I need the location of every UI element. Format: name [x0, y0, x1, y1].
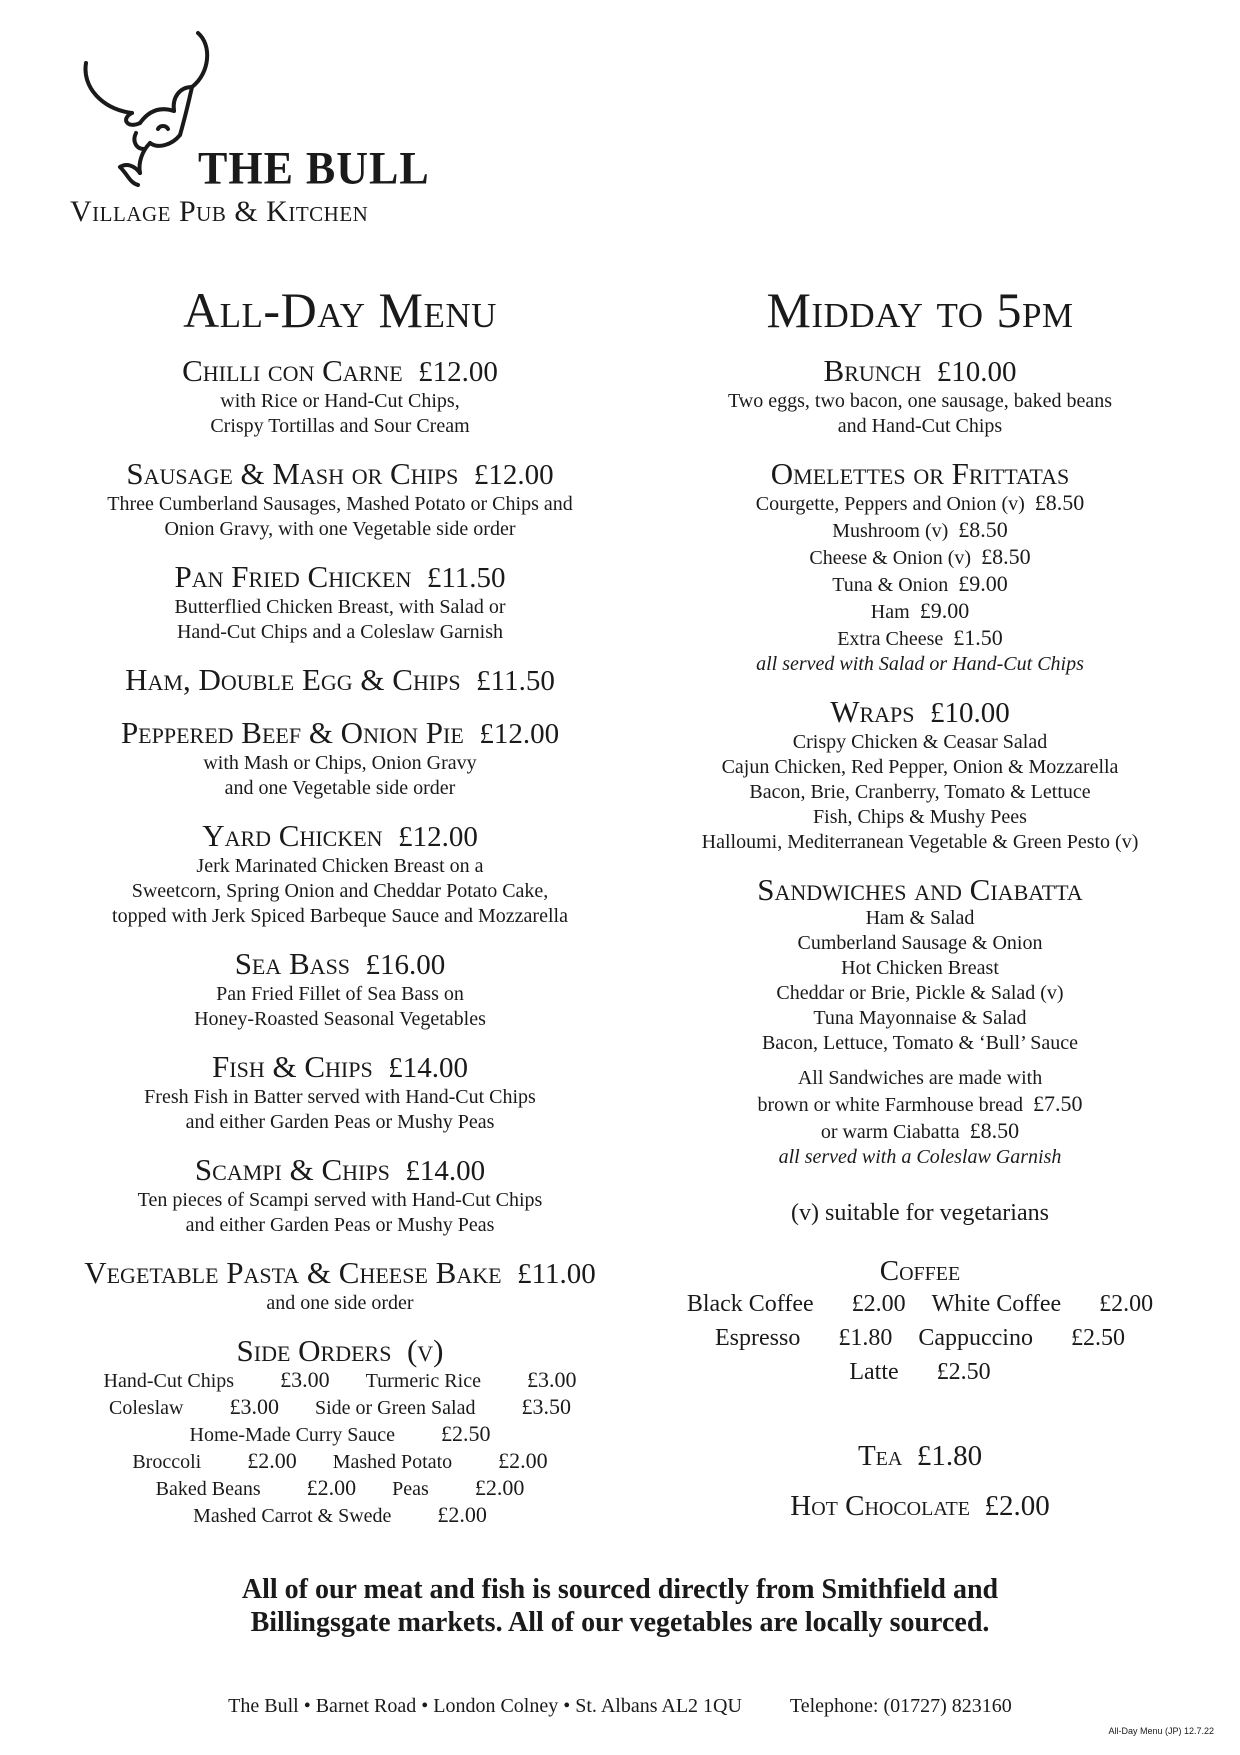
coffee-item — [687, 1291, 906, 1317]
option-price: £8.50 — [981, 544, 1031, 569]
logo-name: THE BULL — [198, 142, 430, 195]
coffee-row — [640, 1287, 1200, 1321]
coffee-price: £2.00 — [851, 1291, 906, 1317]
item-price: £14.00 — [405, 1155, 486, 1187]
sandwich-note: all served with a Coleslaw Garnish — [778, 1146, 1062, 1168]
item-name: Yard Chicken — [202, 818, 383, 853]
item-desc: and one side order — [266, 1292, 414, 1314]
item-desc: and either Garden Peas or Mushy Peas — [185, 1214, 495, 1236]
address: The Bull • Barnet Road • London Colney • St. Albans AL2 1QU — [228, 1695, 742, 1717]
side-price: £2.00 — [306, 1475, 357, 1500]
side-item — [155, 1475, 357, 1500]
item-price: £11.50 — [426, 562, 506, 594]
item-desc: and Hand-Cut Chips — [837, 415, 1003, 437]
coffee-item — [918, 1325, 1125, 1351]
sandwich-option: Cumberland Sausage & Onion — [797, 932, 1043, 954]
menu-item — [50, 1153, 630, 1238]
sandwich-option: Tuna Mayonnaise & Salad — [813, 1007, 1027, 1029]
coffee-name: Espresso — [715, 1325, 801, 1351]
option-price: £9.00 — [958, 571, 1008, 596]
item-name: Scampi & Chips — [194, 1152, 390, 1187]
side-item — [392, 1475, 525, 1500]
side-orders-list — [50, 1367, 630, 1529]
option-name: Ham — [870, 601, 910, 623]
item-title — [50, 819, 630, 854]
wrap-option: Bacon, Brie, Cranberry, Tomato & Lettuce — [749, 781, 1091, 803]
side-name: Turmeric Rice — [365, 1370, 481, 1392]
side-name: Mashed Potato — [332, 1451, 453, 1473]
sandwich-bread-price: brown or white Farmhouse bread £7.50 — [757, 1091, 1083, 1116]
omelette-option — [640, 571, 1200, 598]
item-desc: with Mash or Chips, Onion Gravy — [203, 752, 477, 774]
coffee-item — [849, 1359, 990, 1385]
side-price: £3.00 — [229, 1394, 279, 1419]
side-price: £3.00 — [526, 1367, 577, 1392]
item-title — [50, 716, 630, 751]
menu-item — [50, 716, 630, 801]
address-line — [0, 1695, 1240, 1718]
item-desc: Two eggs, two bacon, one sausage, baked beans — [727, 390, 1113, 412]
item-title: Sandwiches and Ciabatta — [757, 872, 1083, 907]
all-day-items — [50, 354, 630, 1316]
item-price: £11.50 — [476, 665, 555, 697]
hot-chocolate-item: Hot Chocolate £2.00 — [790, 1490, 1050, 1522]
side-row — [50, 1421, 630, 1448]
side-orders — [50, 1334, 630, 1529]
item-title — [50, 457, 630, 492]
side-item — [193, 1502, 487, 1527]
menu-item — [50, 819, 630, 929]
item-desc: Honey-Roasted Seasonal Vegetables — [194, 1008, 486, 1030]
side-row — [50, 1475, 630, 1502]
item-title: Brunch £10.00 — [823, 353, 1017, 388]
midday-menu-title: Midday to 5pm — [766, 282, 1074, 338]
menu-item — [50, 947, 630, 1032]
item-name: Ham, Double Egg & Chips — [125, 662, 461, 697]
item-price: £16.00 — [365, 949, 446, 981]
version-stamp: All-Day Menu (JP) 12.7.22 — [1108, 1726, 1214, 1736]
omelette-option — [640, 598, 1200, 625]
item-title — [50, 1256, 630, 1291]
item-desc: Pan Fried Fillet of Sea Bass on — [216, 983, 464, 1005]
side-price: £3.00 — [280, 1367, 330, 1392]
side-price: £2.00 — [437, 1502, 487, 1527]
vegetarian-note: (v) suitable for vegetarians — [791, 1200, 1049, 1226]
brunch-item — [640, 354, 1200, 439]
wrap-option: Halloumi, Mediterranean Vegetable & Green Pesto (v) — [701, 831, 1139, 853]
item-price: £12.00 — [473, 459, 554, 491]
coffee-item — [715, 1325, 892, 1351]
item-title — [50, 1050, 630, 1085]
omelette-option — [640, 544, 1200, 571]
item-name: Pan Fried Chicken — [174, 559, 412, 594]
side-item — [109, 1394, 279, 1419]
side-name: Broccoli — [132, 1451, 202, 1473]
item-name: Fish & Chips — [212, 1049, 373, 1084]
item-desc: Ten pieces of Scampi served with Hand-Cut Chips — [137, 1189, 543, 1211]
item-desc: topped with Jerk Spiced Barbeque Sauce and Mozzarella — [112, 905, 568, 927]
menu-item — [50, 457, 630, 542]
item-desc: Hand-Cut Chips and a Coleslaw Garnish — [176, 621, 504, 643]
item-name: Vegetable Pasta & Cheese Bake — [84, 1255, 502, 1290]
menu-item — [50, 354, 630, 439]
item-title — [50, 663, 630, 698]
item-name: Sea Bass — [234, 946, 351, 981]
sandwich-option: Bacon, Lettuce, Tomato & ‘Bull’ Sauce — [761, 1032, 1079, 1054]
side-item — [365, 1367, 577, 1392]
tea-item: Tea £1.80 — [857, 1440, 983, 1472]
side-item — [132, 1448, 297, 1473]
wrap-option: Fish, Chips & Mushy Pees — [813, 806, 1027, 828]
option-name: Courgette, Peppers and Onion (v) — [755, 493, 1025, 515]
option-name: Mushroom (v) — [832, 520, 949, 542]
item-desc: Butterflied Chicken Breast, with Salad or — [174, 596, 506, 618]
item-desc: Fresh Fish in Batter served with Hand-Cut Chips — [144, 1086, 536, 1108]
sandwich-info: All Sandwiches are made with — [797, 1067, 1043, 1089]
item-title: Omelettes or Frittatas — [770, 456, 1070, 491]
coffee-row — [640, 1321, 1200, 1355]
option-name: Cheese & Onion (v) — [809, 547, 972, 569]
coffee-item — [932, 1291, 1154, 1317]
side-price: £2.00 — [247, 1448, 297, 1473]
sandwich-options — [640, 906, 1200, 1056]
coffee-name: Black Coffee — [686, 1291, 814, 1317]
item-title — [50, 560, 630, 595]
sandwich-option: Hot Chicken Breast — [841, 957, 999, 979]
wraps-item — [640, 695, 1200, 855]
side-item — [332, 1448, 548, 1473]
item-desc: Crispy Tortillas and Sour Cream — [210, 415, 470, 437]
side-name: Side or Green Salad — [314, 1397, 476, 1419]
item-desc: Sweetcorn, Spring Onion and Cheddar Potato Cake, — [131, 880, 549, 902]
wrap-option: Crispy Chicken & Ceasar Salad — [792, 731, 1048, 753]
item-name: Chilli con Carne — [182, 353, 403, 388]
omelette-option — [640, 490, 1200, 517]
side-name: Mashed Carrot & Swede — [193, 1505, 392, 1527]
item-name: Sausage & Mash or Chips — [126, 456, 459, 491]
side-price: £2.00 — [474, 1475, 525, 1500]
item-price: £12.00 — [398, 821, 478, 853]
menu-item — [50, 560, 630, 645]
side-price: £2.00 — [498, 1448, 548, 1473]
side-item — [103, 1367, 330, 1392]
item-desc: Onion Gravy, with one Vegetable side order — [164, 518, 516, 540]
side-orders-title: Side Orders (v) — [236, 1333, 444, 1368]
option-price: £8.50 — [1034, 490, 1085, 515]
coffee-row — [640, 1355, 1200, 1389]
sandwich-option: Ham & Salad — [865, 907, 975, 929]
item-price: £12.00 — [418, 356, 498, 388]
coffee-price: £2.50 — [1070, 1325, 1125, 1351]
option-name: Tuna & Onion — [832, 574, 949, 596]
all-day-menu-title: All-Day Menu — [183, 282, 497, 338]
side-name: Home-Made Curry Sauce — [189, 1424, 395, 1446]
item-title — [50, 947, 630, 982]
coffee-price: £2.00 — [1099, 1291, 1154, 1317]
logo — [70, 25, 490, 235]
coffee-section — [640, 1255, 1200, 1389]
coffee-name: White Coffee — [931, 1291, 1062, 1317]
omelette-note: all served with Salad or Hand-Cut Chips — [756, 653, 1084, 675]
item-title — [50, 1153, 630, 1188]
sandwich-ciabatta-price: or warm Ciabatta £8.50 — [820, 1118, 1020, 1143]
item-desc: and one Vegetable side order — [224, 777, 456, 799]
side-name: Peas — [392, 1478, 429, 1500]
sourcing-note: All of our meat and fish is sourced directly from Smithfield and Billingsgate markets. All of our vegetables are locally sourced. — [241, 1574, 999, 1638]
menu-item — [50, 1050, 630, 1135]
option-price: £9.00 — [919, 598, 970, 623]
menu-item — [50, 663, 630, 698]
item-desc: and either Garden Peas or Mushy Peas — [185, 1111, 495, 1133]
item-price: £11.00 — [517, 1258, 596, 1290]
item-title — [50, 354, 630, 389]
side-row — [50, 1394, 630, 1421]
omelettes-item — [640, 457, 1200, 677]
side-item — [189, 1421, 491, 1446]
side-name: Baked Beans — [155, 1478, 261, 1500]
omelette-option — [640, 517, 1200, 544]
wrap-option: Cajun Chicken, Red Pepper, Onion & Mozzarella — [721, 756, 1119, 778]
midday-menu-column — [640, 282, 1200, 1531]
item-desc: Jerk Marinated Chicken Breast on a — [196, 855, 484, 877]
item-price: £12.00 — [479, 718, 560, 750]
option-price: £1.50 — [953, 625, 1003, 650]
coffee-price: £1.80 — [838, 1325, 893, 1351]
logo-tagline: Village Pub & Kitchen — [70, 195, 369, 228]
item-desc: with Rice or Hand-Cut Chips, — [220, 390, 460, 412]
side-price: £2.50 — [441, 1421, 491, 1446]
wrap-options — [640, 730, 1200, 855]
option-name: Extra Cheese — [837, 628, 944, 650]
item-name: Peppered Beef & Onion Pie — [120, 715, 464, 750]
side-row — [50, 1367, 630, 1394]
all-day-menu-column — [50, 282, 630, 1547]
side-price: £3.50 — [521, 1394, 571, 1419]
side-row — [50, 1448, 630, 1475]
side-item — [314, 1394, 571, 1419]
telephone: Telephone: (01727) 823160 — [789, 1695, 1012, 1717]
coffee-list — [640, 1287, 1200, 1389]
coffee-title: Coffee — [879, 1255, 961, 1287]
option-price: £8.50 — [958, 517, 1008, 542]
side-name: Coleslaw — [109, 1397, 184, 1419]
side-name: Hand-Cut Chips — [103, 1370, 235, 1392]
item-desc: Three Cumberland Sausages, Mashed Potato or Chips and — [107, 493, 573, 515]
menu-item — [50, 1256, 630, 1316]
coffee-name: Cappuccino — [918, 1325, 1033, 1351]
sandwiches-item — [640, 873, 1200, 1170]
coffee-name: Latte — [849, 1359, 899, 1385]
item-title: Wraps £10.00 — [830, 694, 1010, 729]
omelette-options — [640, 490, 1200, 652]
side-row — [50, 1502, 630, 1529]
coffee-price: £2.50 — [936, 1359, 991, 1385]
item-price: £14.00 — [388, 1052, 468, 1084]
sandwich-option: Cheddar or Brie, Pickle & Salad (v) — [776, 982, 1064, 1004]
omelette-option — [640, 625, 1200, 652]
